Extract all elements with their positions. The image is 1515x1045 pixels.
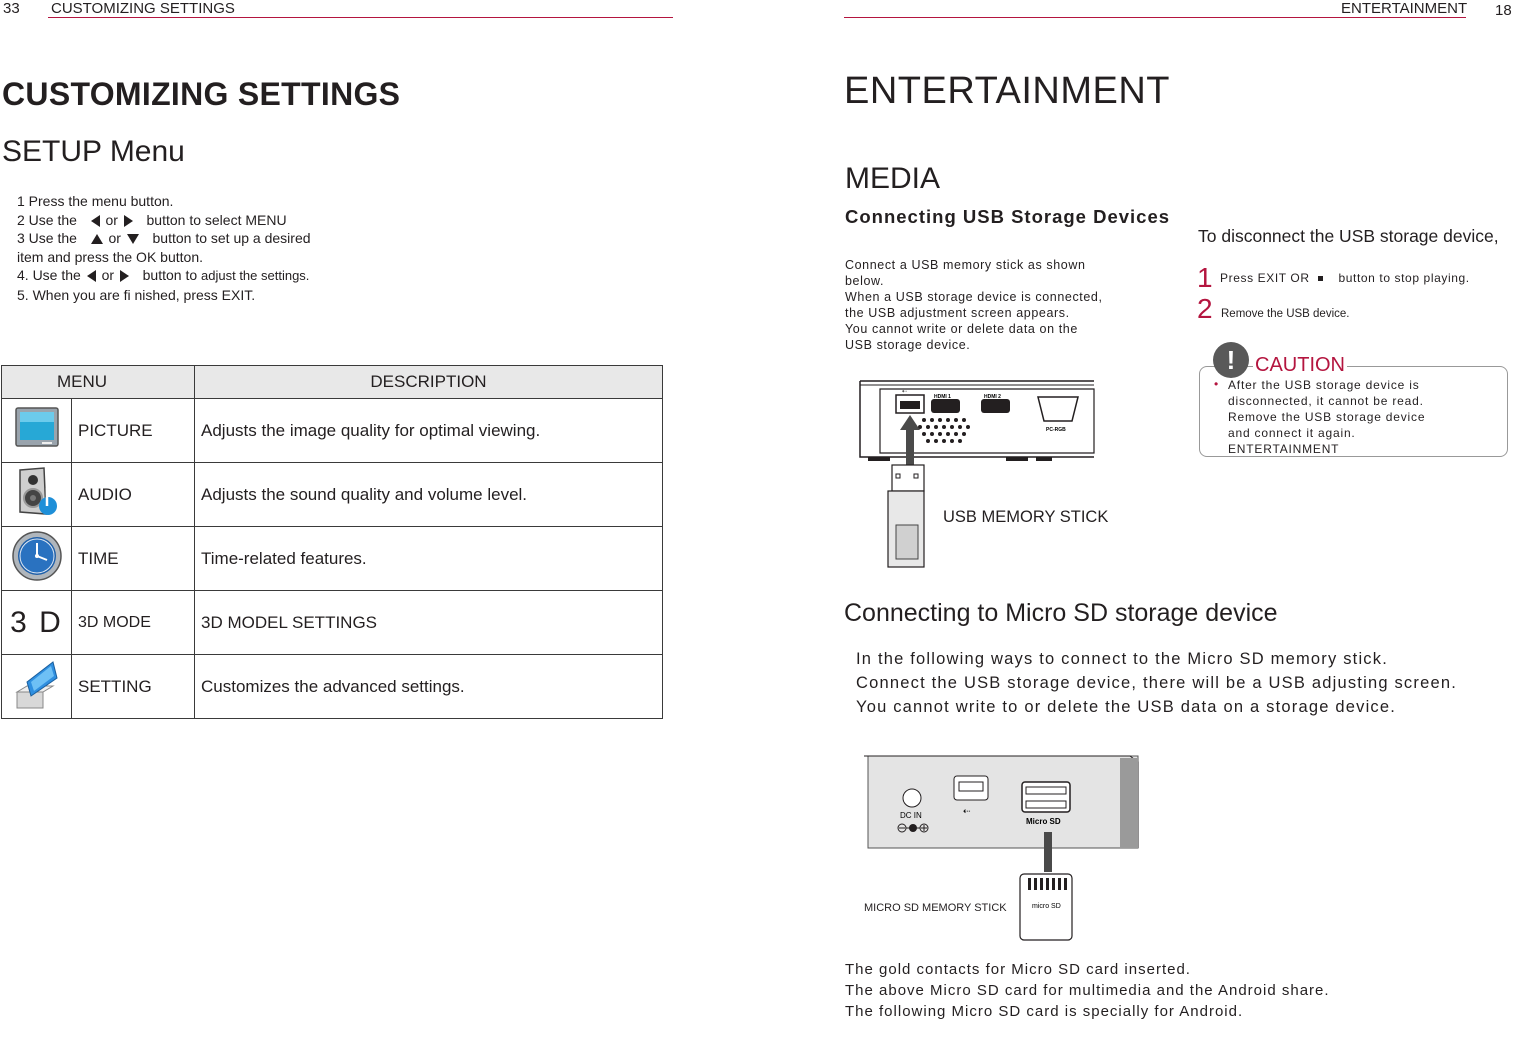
- sd-heading: Connecting to Micro SD storage device: [844, 599, 1278, 627]
- time-cell: [2, 527, 72, 591]
- step-2-or: or: [105, 211, 118, 228]
- left-arrow-icon: [91, 215, 100, 227]
- setting-cell: [2, 655, 72, 719]
- settings-icon: [13, 656, 61, 712]
- microsd-connection-figure: [860, 752, 1142, 944]
- table-row: [2, 399, 663, 463]
- page-number-right: 18: [1495, 2, 1512, 19]
- sd-text-line: In the following ways to connect to the Micro SD memory stick.: [856, 650, 1388, 668]
- usb-heading: Connecting USB Storage Devices: [845, 206, 1171, 227]
- step-number-2: 2: [1197, 293, 1213, 324]
- caution-line: Remove the USB storage device: [1228, 410, 1426, 424]
- picture-cell: [2, 399, 72, 463]
- hdmi1-label: HDMI 1: [934, 394, 951, 400]
- caution-line: ENTERTAINMENT: [1228, 442, 1340, 456]
- audio-cell: [2, 463, 72, 527]
- step-number-1: 1: [1197, 262, 1213, 293]
- step-2-action: button to select MENU: [146, 211, 287, 228]
- menu-name: PICTURE: [72, 399, 195, 463]
- section-title-setup: SETUP Menu: [2, 135, 185, 168]
- menu-name: AUDIO: [72, 463, 195, 527]
- caution-line: disconnected, it cannot be read.: [1228, 394, 1424, 408]
- sd-text-line: Connect the USB storage device, there will be a USB adjusting screen.: [856, 674, 1457, 692]
- sd-note-line: The above Micro SD card for multimedia and the Android share.: [845, 982, 1330, 999]
- usb-text-line: USB storage device.: [845, 338, 971, 352]
- table-row: [2, 463, 663, 527]
- section-title-media: MEDIA: [845, 162, 941, 195]
- step-1-action: button to stop playing.: [1338, 271, 1470, 285]
- step-1-text: Press EXIT OR: [1220, 271, 1310, 285]
- caution-bullet: •: [1214, 377, 1219, 391]
- page-title-left: CUSTOMIZING SETTINGS: [2, 76, 401, 112]
- disconnect-title: To disconnect the USB storage device,: [1198, 226, 1499, 246]
- menu-description: 3D MODEL SETTINGS: [195, 591, 663, 655]
- monitor-icon: [14, 405, 60, 451]
- up-arrow-icon: [91, 234, 103, 244]
- step-4-action: button to: [142, 267, 198, 283]
- sd-note-line: The following Micro SD card is specially for Android.: [845, 1003, 1244, 1020]
- usb-text-line: When a USB storage device is connected,: [845, 290, 1103, 304]
- page-title-right: ENTERTAINMENT: [844, 70, 1170, 112]
- usb-text-line: You cannot write or delete data on the: [845, 322, 1078, 336]
- sd-text-line: You cannot write to or delete the USB data on a storage device.: [856, 698, 1397, 716]
- menu-name: SETTING: [72, 655, 195, 719]
- table-row: [2, 655, 663, 719]
- setup-menu-table: [1, 365, 663, 719]
- header-rule-left: [48, 17, 673, 18]
- step-1: 1 Press the menu button.: [17, 193, 174, 209]
- sd-notes: [845, 959, 1330, 1022]
- step-3-text: 3 Use the: [17, 230, 77, 246]
- step-2-text: 2 Use the: [17, 211, 77, 228]
- usb-text-line: Connect a USB memory stick as shown: [845, 258, 1086, 272]
- step-4-text: 4. Use the: [17, 267, 81, 283]
- dc-in-label: DC IN: [900, 811, 922, 820]
- step-3-action: button to set up a desired: [152, 230, 311, 246]
- warning-icon: !: [1213, 342, 1249, 378]
- step-3-or: or: [108, 230, 121, 246]
- step-4-detail: adjust the settings.: [201, 268, 310, 283]
- running-header-right: ENTERTAINMENT: [1341, 0, 1468, 17]
- clock-icon: [11, 530, 63, 582]
- column-header-menu: MENU: [2, 366, 195, 399]
- usb-text-line: below.: [845, 274, 885, 288]
- right-arrow-icon: [124, 215, 133, 227]
- svg-text:⇠: ⇠: [902, 389, 908, 395]
- page-number-left: 33: [3, 0, 20, 17]
- right-arrow-icon: [120, 270, 129, 282]
- svg-text:⇠: ⇠: [963, 806, 971, 816]
- menu-description: Time-related features.: [195, 527, 663, 591]
- microsd-card-label: micro SD: [1032, 903, 1061, 910]
- disconnect-step-2: Remove the USB device.: [1221, 308, 1350, 320]
- menu-description: Adjusts the image quality for optimal viewing.: [195, 399, 663, 463]
- hdmi2-label: HDMI 2: [984, 394, 1001, 400]
- usb-stick-label: USB MEMORY STICK: [943, 508, 1109, 526]
- stop-icon: [1318, 276, 1323, 281]
- table-row: [2, 591, 663, 655]
- vga-label: PC-RGB: [1046, 427, 1066, 433]
- caution-text: [1228, 377, 1425, 457]
- 3d-icon: 3 D: [2, 591, 72, 655]
- table-row: [2, 527, 663, 591]
- running-header-left: CUSTOMIZING SETTINGS: [51, 0, 235, 17]
- usb-connection-figure: [858, 375, 1098, 570]
- step-5: 5. When you are fi nished, press EXIT.: [17, 286, 256, 303]
- header-rule-right: [844, 17, 1466, 18]
- step-4-or: or: [101, 267, 115, 283]
- menu-name: 3D MODE: [72, 591, 195, 655]
- menu-description: Adjusts the sound quality and volume level.: [195, 463, 663, 527]
- caution-line: and connect it again.: [1228, 426, 1356, 440]
- down-arrow-icon: [127, 234, 139, 244]
- speaker-icon: [14, 466, 60, 518]
- usb-text-line: the USB adjustment screen appears.: [845, 306, 1070, 320]
- usb-instructions: [845, 257, 1103, 353]
- menu-description: Customizes the advanced settings.: [195, 655, 663, 719]
- menu-name: TIME: [72, 527, 195, 591]
- caution-title: CAUTION: [1255, 354, 1345, 376]
- disconnect-step-1: [1220, 271, 1470, 285]
- microsd-stick-label: MICRO SD MEMORY STICK: [864, 902, 1007, 914]
- microsd-slot-label: Micro SD: [1026, 817, 1061, 826]
- left-arrow-icon: [87, 270, 96, 282]
- sd-instructions: [856, 647, 1457, 719]
- caution-line: After the USB storage device is: [1228, 378, 1420, 392]
- column-header-description: DESCRIPTION: [195, 366, 663, 399]
- sd-note-line: The gold contacts for Micro SD card inserted.: [845, 961, 1191, 978]
- step-3-cont: item and press the OK button.: [17, 248, 203, 265]
- setup-steps: [17, 192, 311, 304]
